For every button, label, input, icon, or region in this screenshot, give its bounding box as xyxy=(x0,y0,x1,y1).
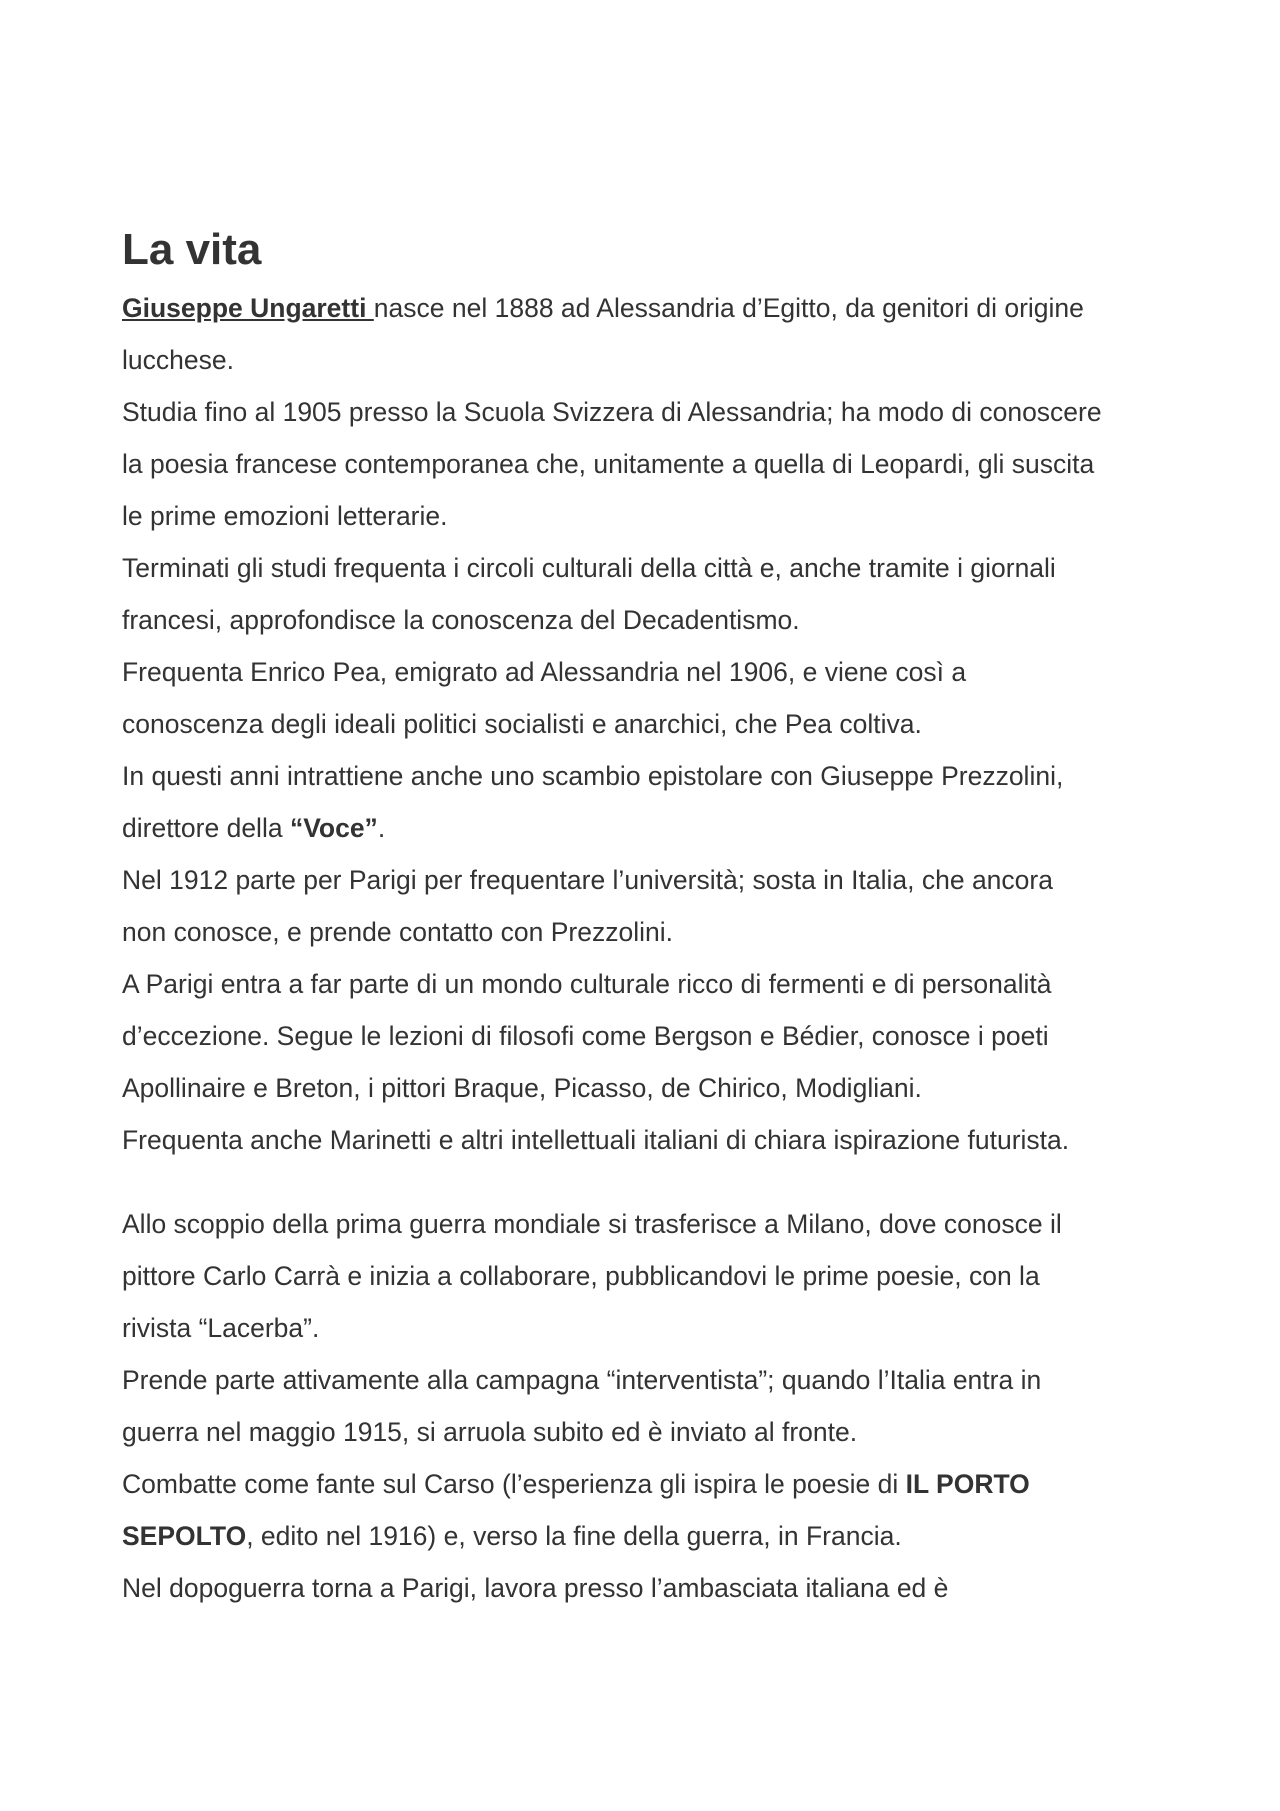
text-span: nasce nel 1888 ad Alessandria d’Egitto, da genitori di origine xyxy=(373,293,1084,323)
text-line: Nel dopoguerra torna a Parigi, lavora presso l’ambasciata italiana ed è xyxy=(122,1573,949,1603)
text-line: pittore Carlo Carrà e inizia a collaborare, pubblicandovi le prime poesie, con la xyxy=(122,1261,1040,1291)
text-span: direttore della xyxy=(122,813,290,843)
text-line: Nel 1912 parte per Parigi per frequentare l’università; sosta in Italia, che ancora xyxy=(122,865,1053,895)
text-line: Apollinaire e Breton, i pittori Braque, Picasso, de Chirico, Modigliani. xyxy=(122,1073,922,1103)
text-line: guerra nel maggio 1915, si arruola subito ed è inviato al fronte. xyxy=(122,1417,858,1447)
text-line: Allo scoppio della prima guerra mondiale si trasferisce a Milano, dove conosce il xyxy=(122,1209,1062,1239)
text-line: le prime emozioni letterarie. xyxy=(122,501,448,531)
text-line: francesi, approfondisce la conoscenza del Decadentismo. xyxy=(122,605,800,635)
text-line: la poesia francese contemporanea che, unitamente a quella di Leopardi, gli suscita xyxy=(122,449,1095,479)
bold-text: SEPOLTO xyxy=(122,1521,247,1551)
text-line xyxy=(122,1510,1182,1562)
document-page xyxy=(122,222,1182,1614)
author-link[interactable]: Giuseppe Ungaretti xyxy=(122,293,374,323)
text-line: Prende parte attivamente alla campagna “interventista”; quando l’Italia entra in xyxy=(122,1365,1042,1395)
text-line: Frequenta Enrico Pea, emigrato ad Alessandria nel 1906, e viene così a xyxy=(122,657,967,687)
bold-text: IL PORTO xyxy=(905,1469,1030,1499)
text-line: conoscenza degli ideali politici socialisti e anarchici, che Pea coltiva. xyxy=(122,709,922,739)
paragraph-gap xyxy=(122,1166,1182,1198)
text-line xyxy=(122,282,1182,334)
text-line: rivista “Lacerba”. xyxy=(122,1313,320,1343)
text-line xyxy=(122,802,1182,854)
text-span: Combatte come fante sul Carso (l’esperienza gli ispira le poesie di xyxy=(122,1469,906,1499)
text-line: Terminati gli studi frequenta i circoli culturali della città e, anche tramite i giornali xyxy=(122,553,1056,583)
text-line xyxy=(122,1458,1182,1510)
text-line: non conosce, e prende contatto con Prezzolini. xyxy=(122,917,673,947)
bold-text: “Voce” xyxy=(289,813,378,843)
text-line: d’eccezione. Segue le lezioni di filosofi come Bergson e Bédier, conosce i poeti xyxy=(122,1021,1049,1051)
text-line: A Parigi entra a far parte di un mondo culturale ricco di fermenti e di personalità xyxy=(122,969,1052,999)
text-line: In questi anni intrattiene anche uno scambio epistolare con Giuseppe Prezzolini, xyxy=(122,761,1064,791)
text-span: . xyxy=(377,813,386,843)
page-title: La vita xyxy=(122,225,262,274)
text-line: Studia fino al 1905 presso la Scuola Svizzera di Alessandria; ha modo di conoscere xyxy=(122,397,1102,427)
text-line: lucchese. xyxy=(122,345,234,375)
text-line: Frequenta anche Marinetti e altri intellettuali italiani di chiara ispirazione futurista. xyxy=(122,1125,1070,1155)
text-span: , edito nel 1916) e, verso la fine della guerra, in Francia. xyxy=(246,1521,902,1551)
